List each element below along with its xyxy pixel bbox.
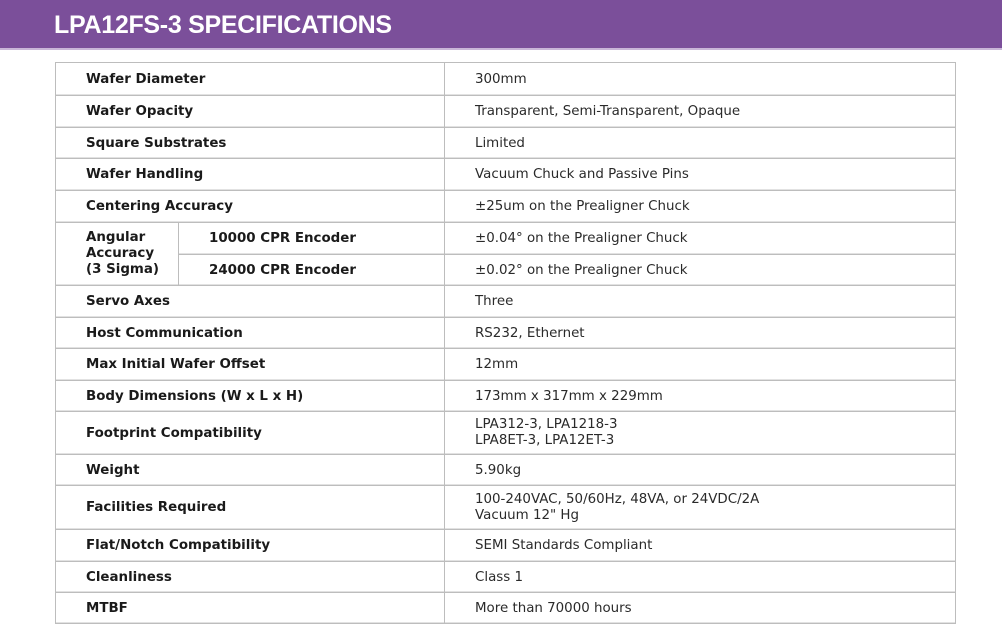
title-banner (0, 0, 1002, 50)
table-row (56, 381, 956, 412)
spec-value: ±25um on the Prealigner Chuck (445, 191, 956, 223)
spec-value: Limited (445, 128, 956, 159)
spec-value: Three (445, 286, 956, 318)
table-row (56, 286, 956, 318)
spec-label: Flat/Notch Compatibility (56, 530, 445, 562)
spec-value: Transparent, Semi-Transparent, Opaque (445, 96, 956, 128)
spec-label: Centering Accuracy (56, 191, 445, 223)
spec-value-line: Vacuum 12" Hg (475, 507, 579, 523)
spec-value-line: 100-240VAC, 50/60Hz, 48VA, or 24VDC/2A (475, 491, 760, 507)
spec-value: More than 70000 hours (445, 593, 956, 624)
spec-label: Max Initial Wafer Offset (56, 349, 445, 381)
spec-label: Wafer Diameter (56, 63, 445, 96)
spec-value: Class 1 (445, 562, 956, 593)
spec-label: Servo Axes (56, 286, 445, 318)
spec-label: Body Dimensions (W x L x H) (56, 381, 445, 412)
group-label-line: Angular (86, 230, 146, 245)
spec-value: ±0.04° on the Prealigner Chuck (445, 223, 956, 255)
spec-value: RS232, Ethernet (445, 318, 956, 349)
table-row (56, 318, 956, 349)
spec-value: 12mm (445, 349, 956, 381)
spec-label: Cleanliness (56, 562, 445, 593)
table-row (56, 63, 956, 96)
table-row (56, 455, 956, 486)
table-row (56, 486, 956, 530)
group-label-line: Accuracy (86, 246, 155, 261)
spec-label: Host Communication (56, 318, 445, 349)
spec-label: Weight (56, 455, 445, 486)
page-title: LPA12FS-3 SPECIFICATIONS (54, 11, 392, 39)
spec-label: MTBF (56, 593, 445, 624)
table-row (56, 562, 956, 593)
spec-value: SEMI Standards Compliant (445, 530, 956, 562)
table-row (56, 349, 956, 381)
table-row (56, 191, 956, 223)
table-row (56, 223, 956, 255)
spec-table (55, 62, 956, 624)
table-row (56, 128, 956, 159)
spec-label: Wafer Handling (56, 159, 445, 191)
spec-value: ±0.02° on the Prealigner Chuck (445, 255, 956, 286)
table-row (56, 96, 956, 128)
group-label-line: (3 Sigma) (86, 262, 160, 277)
table-row (56, 593, 956, 624)
angular-accuracy-group-label (56, 223, 179, 286)
spec-value (445, 486, 956, 530)
spec-value: 5.90kg (445, 455, 956, 486)
spec-label: Square Substrates (56, 128, 445, 159)
spec-sub-label: 24000 CPR Encoder (179, 255, 445, 286)
spec-label: Wafer Opacity (56, 96, 445, 128)
table-row (56, 412, 956, 455)
table-row (56, 530, 956, 562)
spec-value-line: LPA8ET-3, LPA12ET-3 (475, 433, 615, 448)
spec-label: Facilities Required (56, 486, 445, 530)
spec-sub-label: 10000 CPR Encoder (179, 223, 445, 255)
spec-value: 173mm x 317mm x 229mm (445, 381, 956, 412)
spec-value: Vacuum Chuck and Passive Pins (445, 159, 956, 191)
spec-value-line: LPA312-3, LPA1218-3 (475, 417, 618, 432)
spec-label: Footprint Compatibility (56, 412, 445, 455)
spec-value: 300mm (445, 63, 956, 96)
spec-value (445, 412, 956, 455)
table-row (56, 255, 956, 286)
table-row (56, 159, 956, 191)
